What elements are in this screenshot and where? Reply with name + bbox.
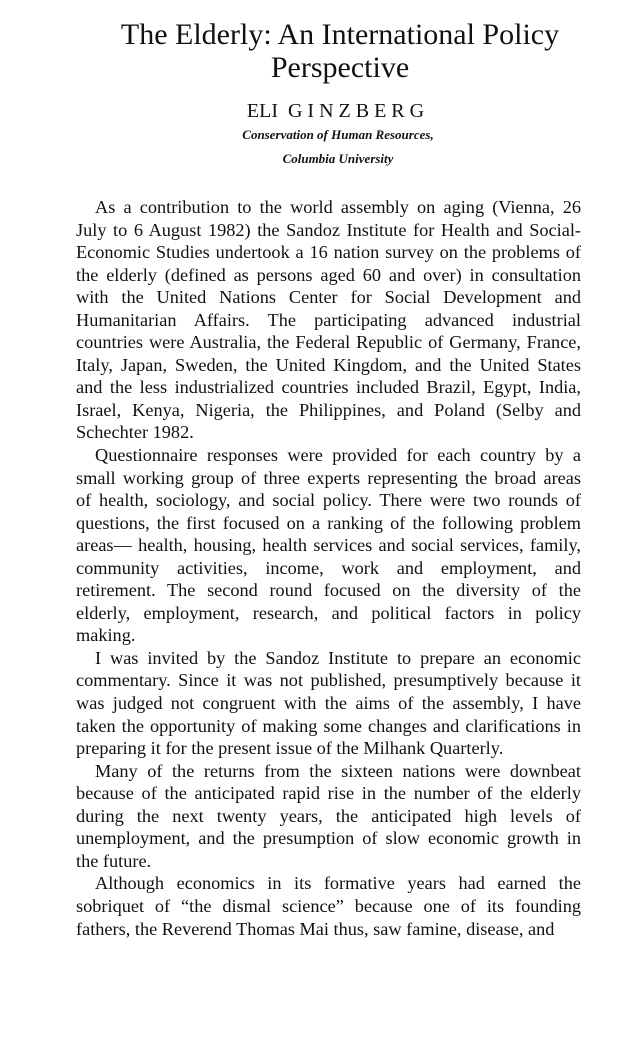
text-line: I was invited by the Sandoz Institute to prepare an economic <box>95 647 581 668</box>
text-line: elderly, employment, research, and political factors in policy <box>76 602 581 623</box>
text-line: fathers, the Reverend Thomas Mai thus, saw famine, disease, and <box>76 918 555 939</box>
text-line: July to 6 August 1982) the Sandoz Institute for Health and Social- <box>76 219 581 240</box>
author-first-name: ELI <box>246 100 278 122</box>
text-line: Questionnaire responses were provided for each country by a <box>95 445 581 466</box>
text-line: small working group of three experts representing the broad areas <box>76 467 581 488</box>
text-line: Israel, Kenya, Nigeria, the Philippines, and Poland (Selby and <box>76 399 581 420</box>
article-title <box>0 18 636 84</box>
text-line: Many of the returns from the sixteen nations were downbeat <box>95 760 581 781</box>
paragraph <box>76 647 581 760</box>
text-line: As a contribution to the world assembly on aging (Vienna, 26 <box>95 197 581 217</box>
text-line: countries were Australia, the Federal Republic of Germany, France, <box>76 332 581 353</box>
author-name <box>0 100 636 123</box>
text-line: during the next twenty years, the anticipated high levels of <box>76 805 581 826</box>
text-line: sobriquet of “the dismal science” because one of its founding <box>76 895 581 916</box>
text-line: retirement. The second round focused on the diversity of the <box>76 580 581 601</box>
text-line: Schechter 1982. <box>76 422 194 443</box>
paragraph <box>76 444 581 647</box>
paragraph <box>76 760 581 873</box>
article-body <box>76 196 581 940</box>
paragraph <box>76 872 581 940</box>
text-line: Although economics in its formative years had earned the <box>95 873 581 894</box>
text-line: unemployment, and the presumption of slow economic growth in <box>76 828 581 849</box>
text-line: Economic Studies undertook a 16 nation survey on the problems of <box>76 242 581 263</box>
affiliation-line-1: Conservation of Human Resources, <box>242 127 434 142</box>
text-line: Humanitarian Affairs. The participating advanced industrial <box>76 309 581 330</box>
text-line: questions, the first focused on a ranking of the following problem <box>76 512 581 533</box>
text-line: community activities, income, work and employment, and <box>76 557 581 578</box>
title-line-1: The Elderly: An International Policy <box>120 18 560 51</box>
title-line-2: Perspective <box>270 51 410 84</box>
text-line: areas— health, housing, health services and social services, family, <box>76 535 581 556</box>
text-line: and the less industrialized countries included Brazil, Egypt, India, <box>76 377 581 398</box>
text-line: preparing it for the present issue of the Milhank Quarterly. <box>76 738 504 759</box>
affiliation-line-2: Columbia University <box>282 151 394 166</box>
author-last-name: GINZBERG <box>287 100 430 122</box>
text-line: taken the opportunity of making some changes and clarifications in <box>76 715 581 736</box>
text-line: Italy, Japan, Sweden, the United Kingdom, and the United States <box>76 354 581 375</box>
text-line: making. <box>76 625 136 646</box>
text-line: the future. <box>76 850 152 871</box>
text-line: of health, sociology, and social policy. There were two rounds of <box>76 490 581 511</box>
text-line: was judged not congruent with the aims of the assembly, I have <box>76 693 581 714</box>
paragraph <box>76 196 581 444</box>
text-line: because of the anticipated rapid rise in the number of the elderly <box>76 783 581 804</box>
text-line: with the United Nations Center for Social Development and <box>76 287 581 308</box>
text-line: the elderly (defined as persons aged 60 and over) in consultation <box>76 264 581 285</box>
text-line: commentary. Since it was not published, presumptively because it <box>76 670 581 691</box>
